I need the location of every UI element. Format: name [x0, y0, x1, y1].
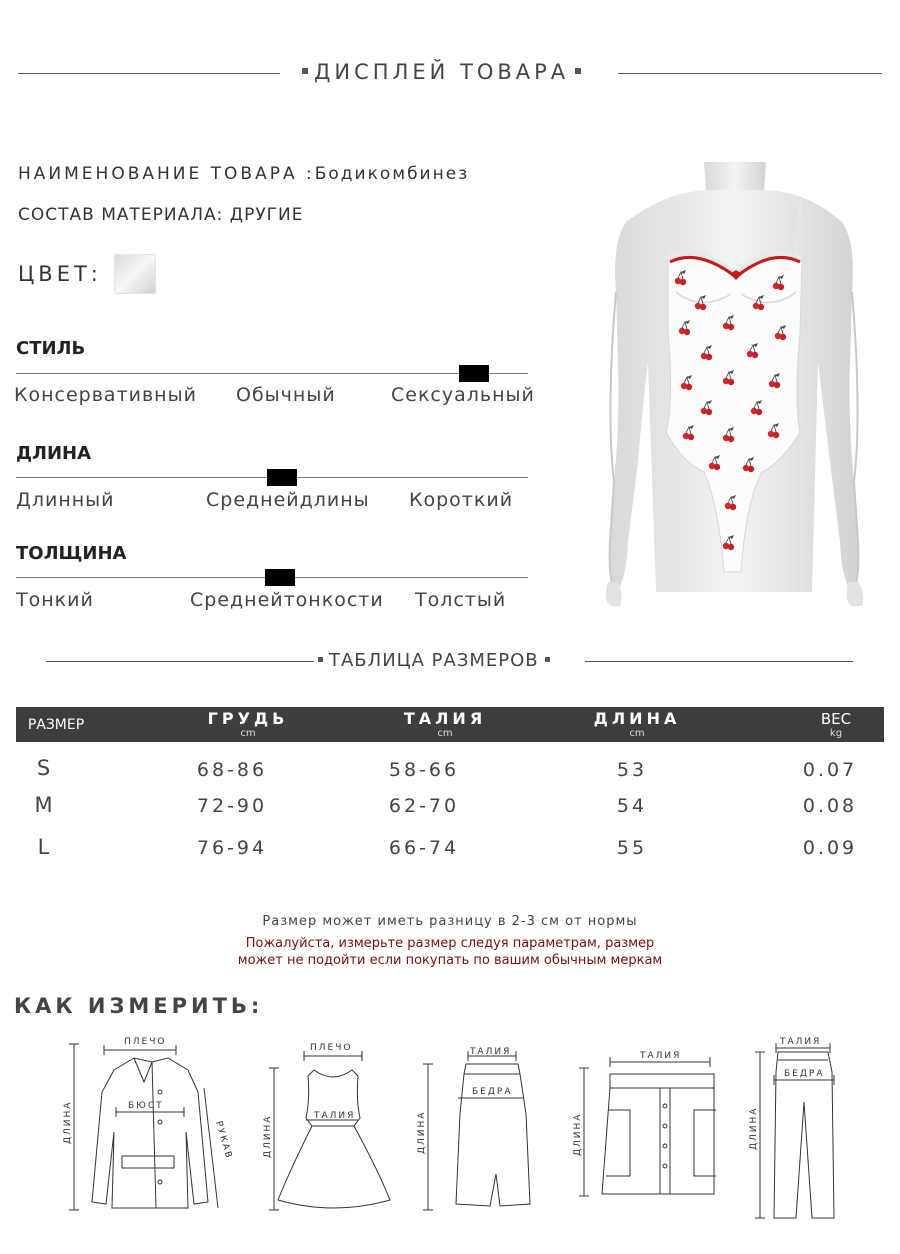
color-label: ЦВЕТ: [18, 262, 102, 286]
page-title: ДИСПЛЕЙ ТОВАРА [296, 60, 587, 84]
row-m-waist: 62-70 [388, 795, 460, 817]
row-s-length: 53 [616, 759, 648, 781]
product-name-value: Бодикомбинез [314, 164, 470, 184]
size-table-title: ТАБЛИЦА РАЗМЕРОВ [318, 650, 556, 671]
skirt-diagram [412, 1044, 542, 1220]
style-scale-title: СТИЛЬ [16, 338, 86, 359]
style-option-1: Консервативный [14, 384, 197, 406]
jacket-sleeve-label: РУКАВ [213, 1120, 234, 1161]
header-size: РАЗМЕР [27, 717, 85, 733]
trousers-length-label: ДЛИНА [749, 1106, 759, 1150]
size-title-bullet-right [545, 657, 550, 662]
length-scale-marker [267, 469, 297, 486]
style-option-3: Сексуальный [391, 384, 535, 406]
size-table-header [16, 707, 884, 742]
header-line-left [18, 73, 280, 74]
row-s-waist: 58-66 [388, 759, 460, 781]
row-m-bust: 72-90 [196, 795, 268, 817]
trousers-hips-label: БЕДРА [784, 1069, 825, 1079]
title-bullet-left [302, 68, 308, 74]
thickness-option-1: Тонкий [16, 589, 94, 611]
title-bullet-right [575, 68, 581, 74]
row-l-length: 55 [616, 837, 648, 859]
header-waist: ТАЛИЯ cm [403, 709, 487, 739]
header-weight: ВЕС kg [820, 710, 852, 739]
size-table-line-right [585, 661, 853, 662]
thickness-option-3: Толстый [415, 589, 507, 611]
dress-diagram [258, 1040, 398, 1220]
header-line-right [618, 73, 882, 74]
row-l-size: L [37, 835, 53, 859]
row-m-size: M [34, 793, 56, 817]
material-row [18, 205, 304, 225]
row-l-waist: 66-74 [388, 837, 460, 859]
mannequin-bodysuit-image [586, 162, 882, 606]
trousers-waist-label: ТАЛИЯ [780, 1037, 822, 1047]
style-scale-marker [459, 365, 489, 382]
style-option-2: Обычный [236, 384, 336, 406]
jacket-shoulder-label: ПЛЕЧО [124, 1037, 167, 1047]
size-difference-note: Размер может иметь разницу в 2-3 см от нормы [262, 914, 638, 929]
row-l-weight: 0.09 [802, 837, 858, 859]
row-m-weight: 0.08 [802, 795, 858, 817]
jacket-bust-label: БЮСТ [128, 1101, 164, 1111]
color-swatch[interactable] [114, 254, 156, 294]
skirt-hips-label: БЕДРА [472, 1087, 513, 1097]
how-to-measure-title: КАК ИЗМЕРИТЬ: [14, 994, 264, 1018]
row-m-length: 54 [616, 795, 648, 817]
shorts-length-label: ДЛИНА [573, 1112, 583, 1156]
skirt-waist-label: ТАЛИЯ [470, 1047, 512, 1057]
row-l-bust: 76-94 [196, 837, 268, 859]
product-image [586, 162, 882, 606]
length-option-2: Среднейдлины [206, 489, 370, 511]
measure-warning-line2: может не подойти если покупать по вашим обычным меркам [237, 953, 663, 968]
size-title-bullet-left [318, 657, 323, 662]
material-label: СОСТАВ МАТЕРИАЛА: [18, 205, 224, 225]
material-value: ДРУГИЕ [229, 205, 304, 225]
thickness-scale-marker [265, 569, 295, 586]
measure-warning-note [0, 935, 900, 969]
shorts-diagram [570, 1046, 740, 1206]
style-scale-line [16, 373, 528, 374]
product-name-label: НАИМЕНОВАНИЕ ТОВАРА [18, 164, 298, 184]
row-s-size: S [36, 756, 54, 780]
trousers-diagram [748, 1032, 858, 1222]
product-name-row [18, 164, 469, 184]
thickness-option-2: Среднейтонкости [190, 589, 384, 611]
skirt-length-label: ДЛИНА [417, 1110, 427, 1154]
row-s-bust: 68-86 [196, 759, 268, 781]
size-table-line-left [46, 661, 314, 662]
jacket-diagram [56, 1032, 246, 1222]
length-scale-title: ДЛИНА [16, 443, 92, 464]
jacket-length-label: ДЛИНА [63, 1100, 73, 1144]
length-option-3: Короткий [409, 489, 514, 511]
dress-waist-label: ТАЛИЯ [314, 1111, 356, 1121]
header-length: ДЛИНА cm [593, 709, 681, 739]
thickness-scale-title: ТОЛЩИНА [16, 543, 127, 564]
shorts-waist-label: ТАЛИЯ [640, 1051, 682, 1061]
dress-shoulder-label: ПЛЕЧО [310, 1043, 353, 1053]
measure-warning-line1: Пожалуйста, измерьте размер следуя параметрам, размер [245, 936, 655, 951]
length-option-1: Длинный [16, 489, 115, 511]
row-s-weight: 0.07 [802, 759, 858, 781]
header-bust: ГРУДЬ cm [207, 709, 289, 739]
product-name-sep: : [305, 164, 315, 184]
dress-length-label: ДЛИНА [263, 1114, 273, 1158]
